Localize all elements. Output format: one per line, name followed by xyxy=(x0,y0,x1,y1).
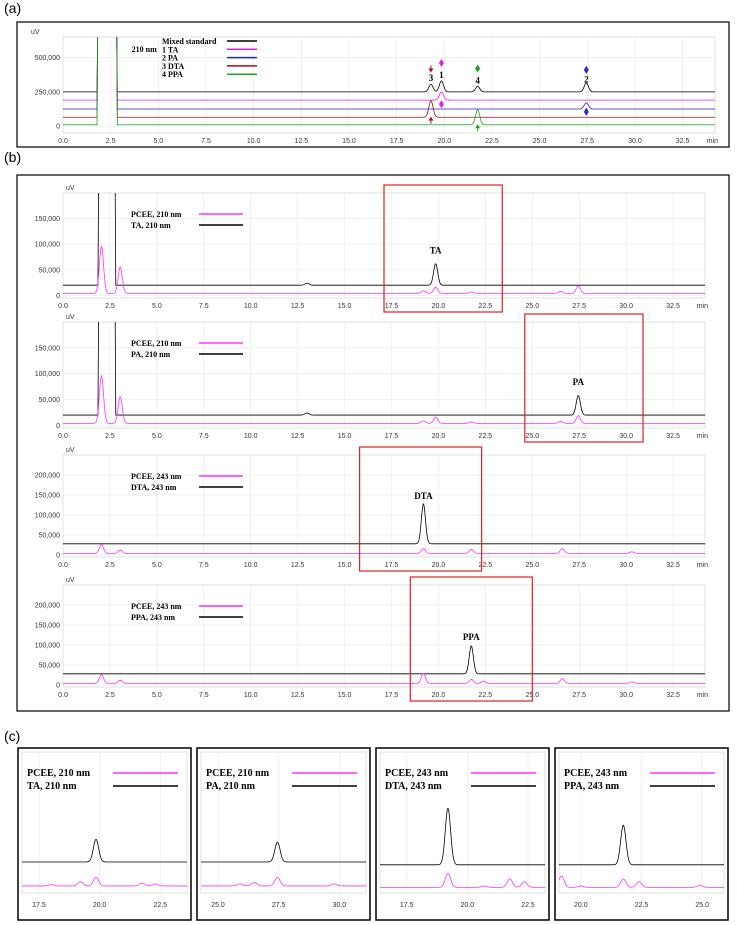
x-tick-label: 15.0 xyxy=(337,433,352,440)
legend-label: PCEE, 243 nm xyxy=(131,472,182,481)
peak-label: PA xyxy=(572,377,584,388)
x-tick-label: 10.0 xyxy=(246,138,261,145)
y-tick-label: 200,000 xyxy=(34,472,60,480)
x-tick-label: 0.0 xyxy=(58,692,68,699)
legend-label: DTA, 243 nm xyxy=(131,483,177,492)
y-tick-label: 50,000 xyxy=(38,532,60,540)
chart-b4 xyxy=(35,577,708,701)
wavelength-annotation: 210 nm xyxy=(131,45,157,55)
y-unit-label: uV xyxy=(66,185,75,192)
x-tick-label: 27.5 xyxy=(572,433,587,440)
x-tick-label: 0.0 xyxy=(58,138,68,145)
x-tick-label: 32.5 xyxy=(675,138,690,145)
x-tick-label: 12.5 xyxy=(290,562,305,569)
y-tick-label: 0 xyxy=(56,123,60,131)
y-tick-label: 100,000 xyxy=(34,512,60,520)
x-tick-label: 17.5 xyxy=(384,562,399,569)
x-tick-label: 30.0 xyxy=(628,138,642,145)
x-tick-label: 17.5 xyxy=(399,902,414,909)
x-tick-label: 32.5 xyxy=(666,562,680,569)
chart-b2 xyxy=(35,301,708,442)
y-tick-label: 0 xyxy=(56,292,60,300)
legend-label: 2 PA xyxy=(162,53,179,63)
y-tick-label: 0 xyxy=(56,552,60,560)
x-tick-label: 7.5 xyxy=(198,692,209,699)
x-tick-label: 17.5 xyxy=(389,138,404,145)
chart-c4 xyxy=(555,748,728,920)
x-tick-label: 25.0 xyxy=(211,902,225,909)
y-tick-label: 50,000 xyxy=(38,267,60,275)
y-tick-label: 0 xyxy=(56,422,60,430)
peak-label: 1 xyxy=(439,70,444,81)
x-tick-label: 20.0 xyxy=(460,902,475,909)
x-tick-label: 15.0 xyxy=(337,303,352,310)
legend-label: Mixed standard xyxy=(162,37,217,46)
chart-b3 xyxy=(35,447,708,571)
y-tick-label: 250,000 xyxy=(34,89,60,97)
x-unit-label: min xyxy=(696,303,708,310)
x-tick-label: 7.5 xyxy=(198,433,209,440)
x-tick-label: 27.5 xyxy=(271,902,286,909)
x-tick-label: 12.5 xyxy=(290,433,305,440)
legend-label: TA, 210 nm xyxy=(27,781,77,792)
x-tick-label: 17.5 xyxy=(384,433,399,440)
y-tick-label: 0 xyxy=(56,682,60,690)
x-unit-label: min xyxy=(696,562,708,569)
peak-label: 2 xyxy=(584,74,589,85)
x-tick-label: 15.0 xyxy=(342,138,356,145)
x-tick-label: 27.5 xyxy=(580,138,595,145)
y-unit-label: uV xyxy=(66,447,75,454)
x-unit-label: min xyxy=(706,138,718,145)
x-tick-label: 32.5 xyxy=(666,433,680,440)
x-tick-label: 5.0 xyxy=(151,692,162,699)
y-tick-label: 50,000 xyxy=(38,397,60,405)
x-tick-label: 22.5 xyxy=(521,902,535,909)
y-unit-label: uV xyxy=(66,314,75,321)
x-tick-label: 22.5 xyxy=(478,692,493,699)
x-tick-label: 25.0 xyxy=(525,303,540,310)
x-tick-label: 17.5 xyxy=(32,902,46,909)
legend-label: PCEE, 210 nm xyxy=(27,768,91,779)
y-tick-label: 150,000 xyxy=(34,345,60,353)
x-tick-label: 30.0 xyxy=(619,433,633,440)
charts-layer xyxy=(18,19,728,920)
chart-b1 xyxy=(35,173,708,312)
legend-label: PPA, 243 nm xyxy=(564,781,620,792)
legend-label: 1 TA xyxy=(162,45,179,55)
legend-label: PA, 210 nm xyxy=(131,350,171,359)
x-tick-label: 12.5 xyxy=(294,138,309,145)
y-tick-label: 100,000 xyxy=(34,371,60,379)
x-unit-label: min xyxy=(696,692,708,699)
x-tick-label: 15.0 xyxy=(337,692,352,699)
x-tick-label: 7.5 xyxy=(201,138,211,145)
x-tick-label: 12.5 xyxy=(290,692,305,699)
y-unit-label: uV xyxy=(66,577,75,584)
x-tick-label: 20.0 xyxy=(437,138,452,145)
x-tick-label: 2.5 xyxy=(105,138,116,145)
x-unit-label: min xyxy=(696,433,708,440)
x-tick-label: 22.5 xyxy=(634,902,649,909)
y-tick-label: 150,000 xyxy=(34,216,60,224)
x-tick-label: 17.5 xyxy=(384,692,399,699)
legend-label: PCEE, 210 nm xyxy=(206,768,270,779)
x-tick-label: 2.5 xyxy=(105,433,115,440)
x-tick-label: 27.5 xyxy=(572,692,587,699)
legend-label: PCEE, 243 nm xyxy=(385,768,449,779)
x-tick-label: 22.5 xyxy=(153,902,168,909)
plot-area xyxy=(63,455,705,557)
legend-label: PCEE, 210 nm xyxy=(131,210,182,219)
chart-c3 xyxy=(376,748,549,920)
x-tick-label: 32.5 xyxy=(666,303,680,310)
x-tick-label: 15.0 xyxy=(337,562,352,569)
peak-label: 4 xyxy=(475,75,480,86)
plot-area xyxy=(63,322,705,428)
x-tick-label: 30.0 xyxy=(619,692,633,699)
x-tick-label: 10.0 xyxy=(243,303,258,310)
x-tick-label: 0.0 xyxy=(58,562,68,569)
plot-area xyxy=(63,37,715,133)
panel-label-b: (b) xyxy=(4,149,22,165)
legend-label: 3 DTA xyxy=(162,61,185,71)
x-tick-label: 30.0 xyxy=(619,562,633,569)
peak-label: PPA xyxy=(462,632,480,643)
x-tick-label: 5.0 xyxy=(151,303,162,310)
x-tick-label: 22.5 xyxy=(478,562,493,569)
y-unit-label: uV xyxy=(31,29,40,36)
x-tick-label: 20.0 xyxy=(431,562,446,569)
chart-a xyxy=(31,19,718,145)
y-tick-label: 200,000 xyxy=(34,602,60,610)
x-tick-label: 25.0 xyxy=(525,692,540,699)
x-tick-label: 22.5 xyxy=(478,433,493,440)
x-tick-label: 2.5 xyxy=(105,692,115,699)
y-tick-label: 150,000 xyxy=(34,622,60,630)
x-tick-label: 20.0 xyxy=(574,902,588,909)
x-tick-label: 7.5 xyxy=(198,562,209,569)
panel-label-c: (c) xyxy=(4,728,21,744)
x-tick-label: 20.0 xyxy=(431,433,446,440)
panel-label-a: (a) xyxy=(4,0,22,16)
x-tick-label: 5.0 xyxy=(153,138,164,145)
x-tick-label: 0.0 xyxy=(58,303,68,310)
legend-label: DTA, 243 nm xyxy=(385,781,442,792)
x-tick-label: 25.0 xyxy=(695,902,709,909)
x-tick-label: 0.0 xyxy=(58,433,68,440)
x-tick-label: 10.0 xyxy=(243,433,258,440)
x-tick-label: 25.0 xyxy=(525,433,540,440)
x-tick-label: 5.0 xyxy=(151,562,162,569)
x-tick-label: 12.5 xyxy=(290,303,305,310)
x-tick-label: 20.0 xyxy=(92,902,107,909)
x-tick-label: 2.5 xyxy=(105,303,115,310)
legend-label: 4 PPA xyxy=(162,70,183,80)
x-tick-label: 17.5 xyxy=(384,303,399,310)
x-tick-label: 10.0 xyxy=(243,692,258,699)
legend-label: TA, 210 nm xyxy=(131,221,171,230)
x-tick-label: 5.0 xyxy=(151,433,162,440)
x-tick-label: 25.0 xyxy=(532,138,547,145)
legend-label: PCEE, 243 nm xyxy=(564,768,628,779)
y-tick-label: 150,000 xyxy=(34,492,60,500)
x-tick-label: 32.5 xyxy=(666,692,680,699)
peak-label: TA xyxy=(429,245,442,256)
x-tick-label: 22.5 xyxy=(478,303,493,310)
legend-label: PPA, 243 nm xyxy=(131,613,176,622)
y-tick-label: 50,000 xyxy=(38,662,60,670)
x-tick-label: 20.0 xyxy=(431,303,446,310)
x-tick-label: 22.5 xyxy=(485,138,499,145)
x-tick-label: 27.5 xyxy=(572,303,587,310)
x-tick-label: 30.0 xyxy=(619,303,633,310)
chart-c2 xyxy=(197,748,370,920)
chart-c1 xyxy=(18,748,191,920)
x-tick-label: 25.0 xyxy=(525,562,540,569)
plot-area xyxy=(63,585,705,687)
x-tick-label: 10.0 xyxy=(243,562,258,569)
x-tick-label: 2.5 xyxy=(105,562,115,569)
peak-label: 3 xyxy=(428,72,434,83)
legend-label: PCEE, 210 nm xyxy=(131,339,182,348)
y-tick-label: 500,000 xyxy=(34,55,60,63)
x-tick-label: 7.5 xyxy=(198,303,209,310)
legend-label: PA, 210 nm xyxy=(206,781,255,792)
x-tick-label: 30.0 xyxy=(332,902,347,909)
y-tick-label: 100,000 xyxy=(34,241,60,249)
y-tick-label: 100,000 xyxy=(34,642,60,650)
x-tick-label: 20.0 xyxy=(431,692,446,699)
x-tick-label: 27.5 xyxy=(572,562,587,569)
peak-label: DTA xyxy=(414,491,433,501)
legend-label: PCEE, 243 nm xyxy=(131,602,182,611)
